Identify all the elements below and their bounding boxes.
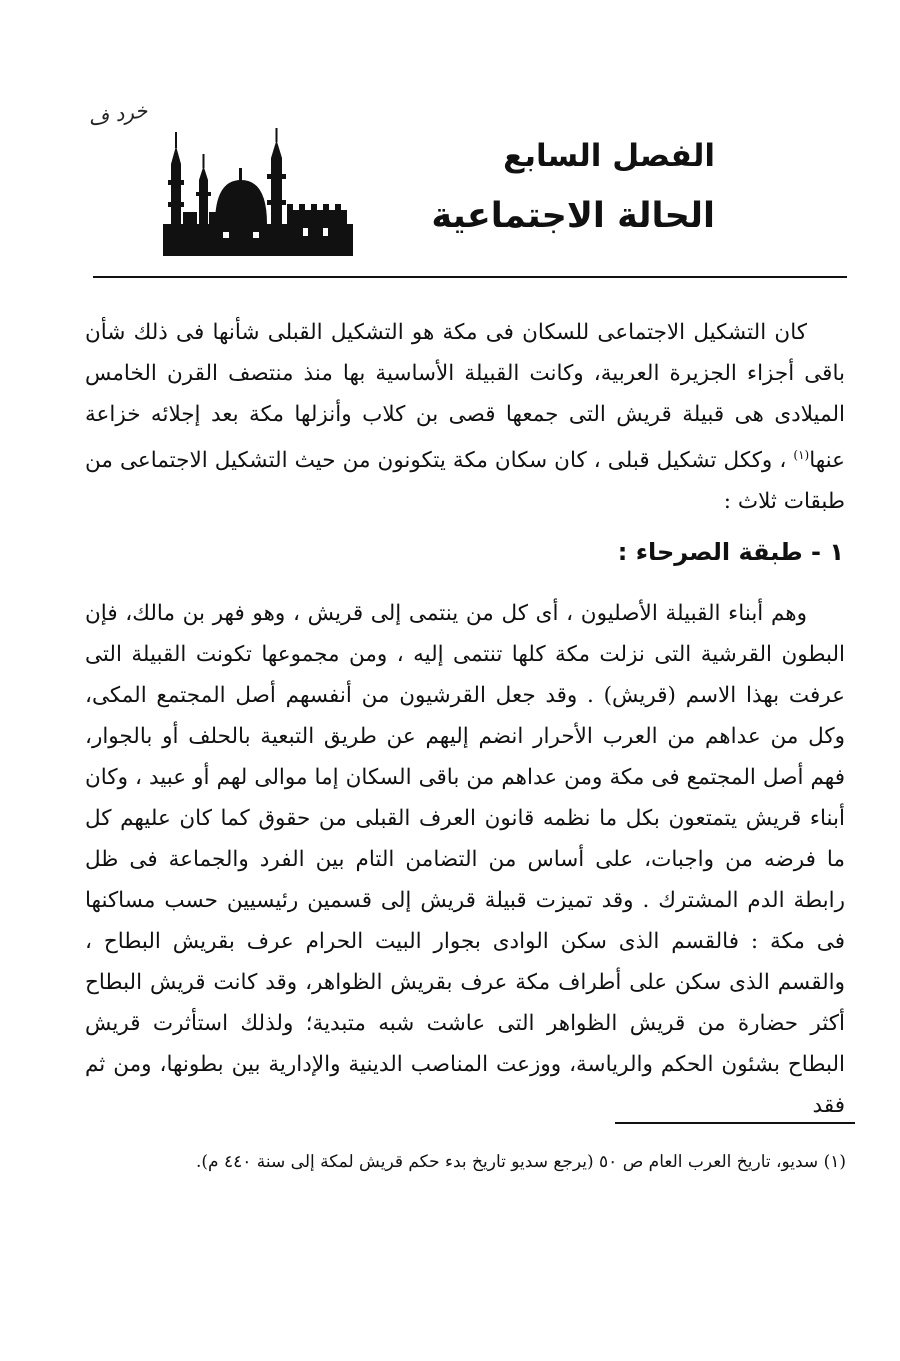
section-body [85,593,845,1126]
footnote-divider [615,1122,855,1124]
section-paragraph: وهم أبناء القبيلة الأصليون ، أى كل من ينتمى إلى قريش ، وهو فهر بن مالك، فإن البطون القرشية التى نزلت مكة كلها تنتمى إليه ، ومن مجموعها تكونت القبيلة التى عرفت بهذا الاسم (قريش) . وقد جعل القرشيون من أنفسهم أصل المجتمع المكى، وكل من عداهم من العرب الأحرار انضم إليهم عن طريق التبعية بالحلف أو بالجوار، فهم أصل المجتمع فى مكة ومن عداهم من باقى السكان إما موالى لهم أو عبيد ، وكان أبناء قريش يتمتعون بكل ما نظمه قانون العرف القبلى من حقوق كما كان عليهم كل ما فرضه من واجبات، على أساس من التضامن التام بين الفرد والجماعة فى ظل رابطة الدم المشترك . وقد تميزت قبيلة قريش إلى قسمين رئيسيين حسب مساكنها فى مكة : فالقسم الذى سكن الوادى بجوار البيت الحرام عرف بقريش البطاح ، والقسم الذى سكن على أطراف مكة عرف بقريش الظواهر، وقد كانت قريش البطاح أكثر حضارة من قريش الظواهر التى عاشت شبه متبدية؛ ولذلك استأثرت قريش البطاح بشئون الحكم والرياسة، ووزعت المناصب الدينية والإدارية بين بطونها، ومن ثم فقد [85,601,845,1118]
chapter-subject: الحالة الاجتماعية [431,196,715,236]
section-heading: ١ - طبقة الصرحاء : [617,538,844,566]
intro-paragraph [85,312,845,522]
handwritten-margin-note: خرد ف [86,97,149,131]
header-divider [93,276,847,278]
chapter-title: الفصل السابع [503,138,715,174]
intro-text: كان التشكيل الاجتماعى للسكان فى مكة هو التشكيل القبلى شأنها فى ذلك شأن باقى أجزاء الجزيرة العربية، وكانت القبيلة الأساسية بها منذ منتصف القرن الخامس الميلادى هى قبيلة قريش التى جمعها قصى بن كلاب وأنزلها مكة بعد إجلائه خزاعة عنها [85,320,845,474]
intro-text-end: ، وككل تشكيل قبلى ، كان سكان مكة يتكونون من حيث التشكيل الاجتماعى من طبقات ثلاث : [85,448,845,515]
mosque-ornament-icon [163,128,353,256]
footnote-marker: (١) [793,448,810,462]
footnote: (١) سديو، تاريخ العرب العام ص ٥٠ (يرجع سديو تاريخ بدء حكم قريش لمكة إلى سنة ٤٤٠ م). [195,1152,846,1172]
